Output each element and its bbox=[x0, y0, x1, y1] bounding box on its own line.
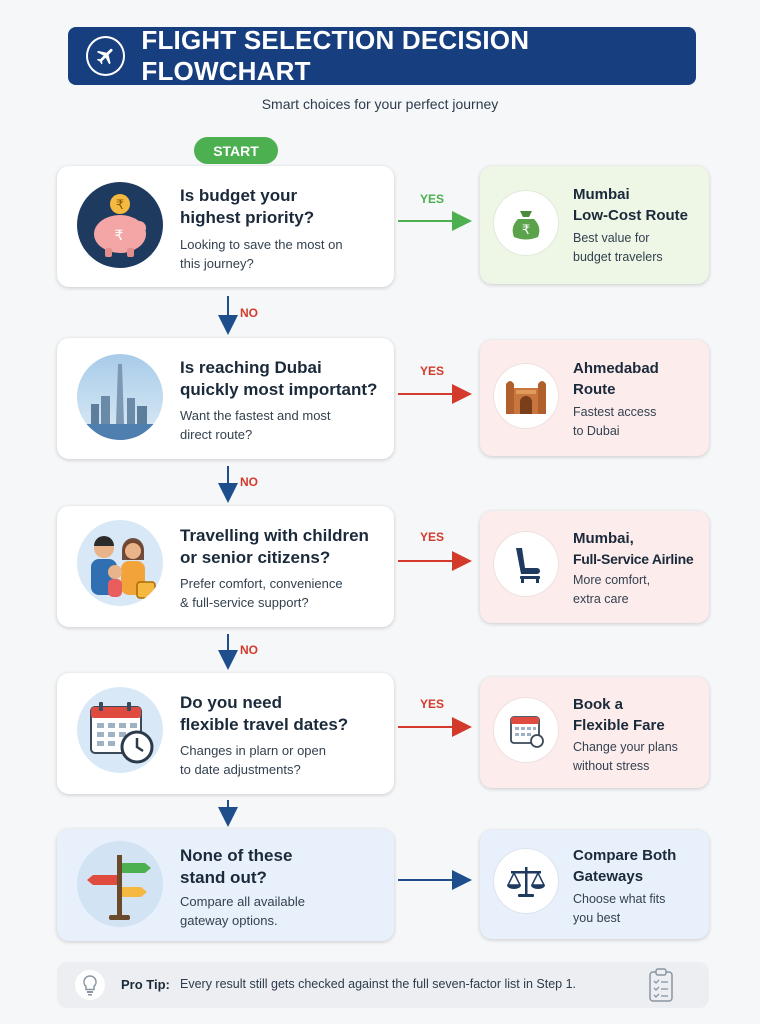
page-subtitle: Smart choices for your perfect journey bbox=[261, 96, 499, 112]
question-card-flexible bbox=[57, 673, 394, 794]
question-card-dubai bbox=[57, 338, 394, 459]
question-subtitle: Compare all available gateway options. bbox=[180, 894, 306, 928]
svg-text:₹: ₹ bbox=[115, 198, 125, 213]
question-subtitle: Want the fastest and most direct route? bbox=[180, 408, 331, 442]
question-title: None of these stand out? bbox=[180, 846, 293, 887]
result-card-compare bbox=[480, 830, 709, 939]
no-label-1: NO bbox=[240, 306, 258, 320]
scales-icon bbox=[494, 849, 558, 913]
question-card-family bbox=[57, 506, 394, 627]
pro-tip-text: Every result still gets checked against the full seven-factor list in Step 1. bbox=[180, 977, 577, 991]
result-subtitle: Choose what fits you best bbox=[573, 892, 666, 925]
result-title: Book a Flexible Fare bbox=[573, 696, 665, 734]
checklist-clipboard-icon bbox=[647, 967, 675, 1008]
question-subtitle: Prefer comfort, convenience & full-service support? bbox=[180, 576, 343, 610]
dubai-skyline-icon bbox=[77, 354, 163, 440]
svg-text:₹: ₹ bbox=[114, 228, 124, 244]
question-subtitle: Changes in plarn or open to date adjustments? bbox=[180, 743, 326, 777]
svg-text:₹: ₹ bbox=[521, 223, 531, 238]
money-bag-icon bbox=[494, 191, 558, 255]
yes-label-3: YES bbox=[420, 530, 445, 544]
question-card-budget bbox=[57, 166, 394, 287]
result-title: Compare Both Gateways bbox=[573, 847, 677, 885]
yes-label-2: YES bbox=[420, 364, 445, 378]
question-title: Is budget your highest priority? bbox=[180, 186, 315, 227]
piggy-bank-icon bbox=[77, 182, 163, 268]
signpost-icon bbox=[77, 841, 163, 927]
question-card-none bbox=[57, 829, 394, 941]
yes-label-1: YES bbox=[420, 192, 445, 206]
start-badge: START bbox=[194, 137, 278, 164]
pro-tip-label: Pro Tip: bbox=[121, 977, 170, 992]
yes-label-4: YES bbox=[420, 697, 445, 711]
result-card-flexible-fare bbox=[480, 677, 709, 788]
result-subtitle: Change your plans without stress bbox=[573, 740, 678, 773]
question-title: Is reaching Dubai quickly most important? bbox=[180, 358, 378, 399]
result-title: Ahmedabad Route bbox=[573, 360, 659, 398]
pro-tip-bar bbox=[57, 962, 709, 1008]
result-title: Mumbai Low-Cost Route bbox=[573, 186, 688, 224]
question-title: Do you need flexible travel dates? bbox=[180, 693, 349, 734]
question-title: Travelling with children or senior citizens? bbox=[180, 526, 369, 567]
result-card-ahmedabad bbox=[480, 340, 709, 456]
result-card-mumbai-lowcost bbox=[480, 166, 709, 284]
result-card-mumbai-fullservice bbox=[480, 511, 709, 623]
airline-seat-icon bbox=[494, 532, 558, 596]
airplane-icon bbox=[86, 36, 125, 76]
family-icon bbox=[77, 520, 163, 606]
header-banner bbox=[68, 27, 696, 85]
result-subtitle: More comfort, extra care bbox=[573, 573, 651, 606]
no-label-2: NO bbox=[240, 475, 258, 489]
question-subtitle: Looking to save the most on this journey? bbox=[180, 237, 343, 271]
lightbulb-icon bbox=[75, 970, 105, 1000]
no-label-3: NO bbox=[240, 643, 258, 657]
calendar-icon bbox=[494, 698, 558, 762]
result-subtitle: Fastest access to Dubai bbox=[573, 405, 657, 438]
calendar-clock-icon bbox=[77, 687, 163, 773]
result-title: Mumbai, Full-Service Airline bbox=[573, 530, 694, 567]
result-subtitle: Best value for budget travelers bbox=[573, 231, 663, 264]
page-title: FLIGHT SELECTION DECISION FLOWCHART bbox=[141, 25, 530, 86]
gateway-monument-icon bbox=[494, 364, 558, 428]
